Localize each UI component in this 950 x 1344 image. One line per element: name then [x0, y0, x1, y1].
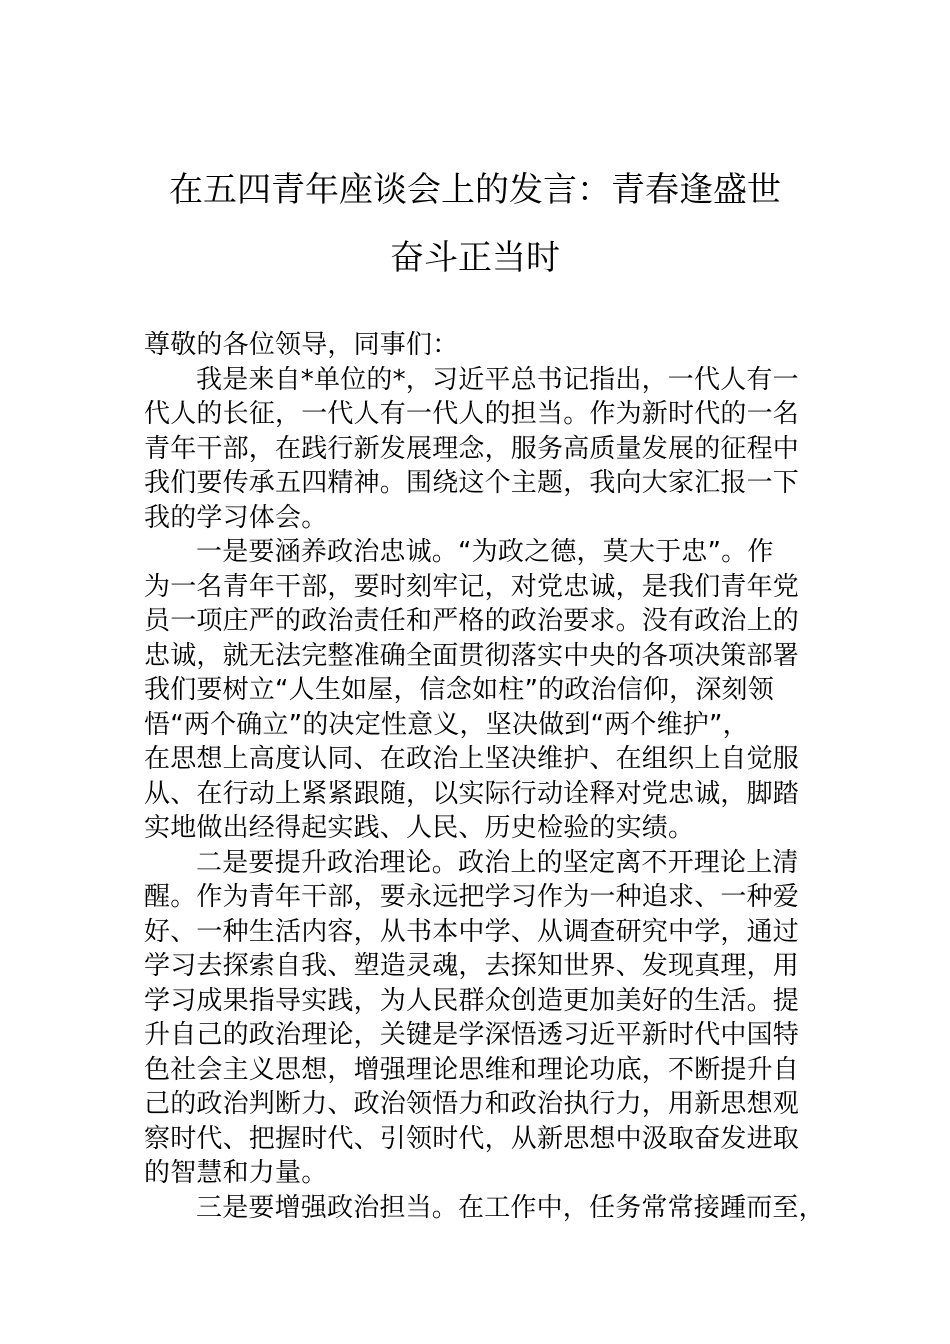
document-title-line-2: 奋斗正当时: [390, 238, 560, 278]
text-line: 尊敬的各位领导，同事们：: [144, 330, 459, 360]
text-line: 从、在行动上紧紧跟随，以实际行动诠释对党忠诚，脚踏: [144, 778, 800, 809]
text-line: 色社会主义思想，增强理论思维和理论功底，不断提升自: [144, 1054, 800, 1085]
text-line: 我的学习体会。: [144, 502, 328, 533]
text-line: 我是来自*单位的*，习近平总书记指出，一代人有一: [196, 364, 799, 395]
text-line: 一是要涵养政治忠诚。“为政之德，莫大于忠”。作: [196, 537, 774, 567]
document-body: [144, 328, 834, 1225]
text-line: 代人的长征，一代人有一代人的担当。作为新时代的一名: [144, 399, 800, 429]
text-line: 学习成果指导实践，为人民群众创造更加美好的生活。提: [144, 985, 800, 1016]
text-line: 悟“两个确立”的决定性意义，坚决做到“两个维护”，: [144, 709, 749, 740]
text-line: 好、一种生活内容，从书本中学、从调查研究中学，通过: [144, 916, 800, 947]
text-line: 为一名青年干部，要时刻牢记，对党忠诚，是我们青年党: [144, 571, 800, 602]
text-line: 察时代、把握时代、引领时代，从新思想中汲取奋发进取: [144, 1123, 800, 1154]
text-line: 二是要提升政治理论。政治上的坚定离不开理论上清: [196, 847, 799, 878]
text-line: 醒。作为青年干部，要永远把学习作为一种追求、一种爱: [144, 882, 800, 912]
text-line: 学习去探索自我、塑造灵魂，去探知世界、发现真理，用: [144, 951, 800, 981]
text-line: 实地做出经得起实践、人民、历史检验的实绩。: [144, 813, 695, 843]
document-title-line-1: 在五四青年座谈会上的发言：青春逢盛世: [169, 170, 781, 210]
text-line: 忠诚，就无法完整准确全面贯彻落实中央的各项决策部署: [144, 640, 800, 671]
text-line: 己的政治判断力、政治领悟力和政治执行力，用新思想观: [144, 1089, 800, 1119]
text-line: 在思想上高度认同、在政治上坚决维护、在组织上自觉服: [144, 744, 800, 774]
text-line: 三是要增强政治担当。在工作中，任务常常接踵而至，: [196, 1192, 825, 1223]
text-line: 我们要传承五四精神。围绕这个主题，我向大家汇报一下: [144, 468, 800, 498]
text-line: 我们要树立“人生如屋，信念如柱”的政治信仰，深刻领: [144, 675, 774, 705]
text-line: 员一项庄严的政治责任和严格的政治要求。没有政治上的: [144, 606, 800, 636]
text-line: 升自己的政治理论，关键是学深悟透习近平新时代中国特: [144, 1020, 800, 1050]
text-line: 的智慧和力量。: [144, 1158, 328, 1188]
text-line: 青年干部，在践行新发展理念，服务高质量发展的征程中: [144, 433, 800, 464]
